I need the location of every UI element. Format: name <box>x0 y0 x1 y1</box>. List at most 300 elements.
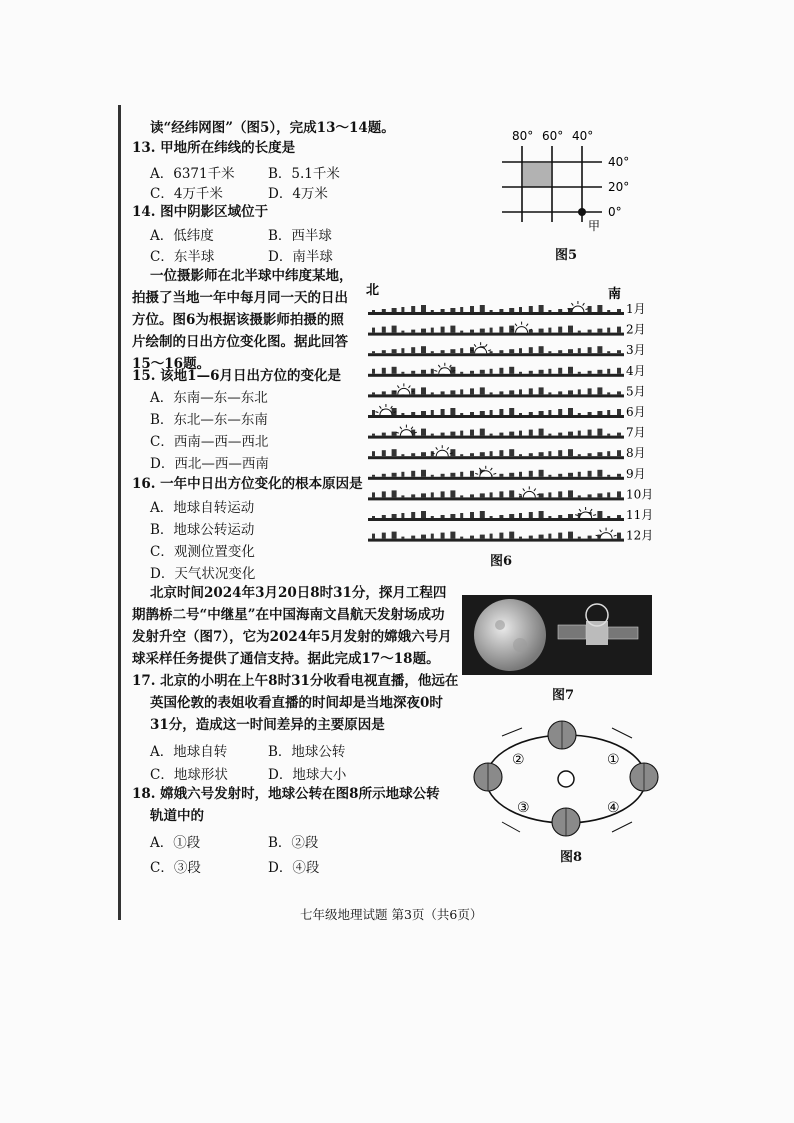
fig6-skyline-mark <box>372 451 375 456</box>
fig6-month-label-10: 10月 <box>626 487 654 502</box>
fig6-skyline-mark <box>499 491 503 497</box>
q17-option-d[interactable]: D．地球大小 <box>268 767 347 783</box>
fig6-skyline-mark <box>539 329 544 333</box>
fig6-skyline-mark <box>441 309 445 312</box>
q17-option-c[interactable]: C．地球形状 <box>150 767 228 783</box>
fig6-skyline-mark <box>392 432 397 436</box>
fig6-skyline-mark <box>568 326 573 333</box>
figure-6-sunrise-azimuth <box>362 280 662 550</box>
fig6-skyline-mark <box>588 412 592 415</box>
fig6-sun-ray <box>438 365 440 367</box>
fig6-month-label-4: 4月 <box>626 363 646 378</box>
fig6-skyline-mark <box>617 327 621 333</box>
figure-7-relay-satellite <box>462 595 652 675</box>
fig6-skyline-mark <box>470 512 474 518</box>
fig6-skyline-mark <box>578 389 581 394</box>
fig6-skyline-mark <box>431 369 434 374</box>
fig6-skyline-mark <box>372 534 375 539</box>
fig6-skyline-mark <box>401 307 404 312</box>
fig6-skyline-mark <box>450 449 455 456</box>
fig6-skyline-mark <box>539 346 544 353</box>
fig6-horizon-8 <box>368 456 624 459</box>
fig6-skyline-mark <box>372 369 375 374</box>
moon-image <box>474 599 546 671</box>
fig6-sun-4 <box>439 368 451 374</box>
fig6-skyline-mark <box>460 513 463 518</box>
fig6-skyline-mark <box>539 411 544 415</box>
q13-option-c[interactable]: C．4万千米 <box>150 186 223 202</box>
fig6-skyline-mark <box>382 350 386 353</box>
fig6-skyline-mark <box>597 470 602 477</box>
fig6-skyline-mark <box>441 533 445 539</box>
fig6-skyline-mark <box>539 535 544 539</box>
fig6-skyline-mark <box>568 532 573 539</box>
fig6-skyline-mark <box>490 369 493 374</box>
fig6-skyline-mark <box>441 327 445 333</box>
q14-stem: 14. 图中阴影区域位于 <box>132 204 269 220</box>
fig6-skyline-mark <box>558 533 562 539</box>
fig6-skyline-mark <box>421 511 426 518</box>
fig6-skyline-mark <box>558 450 562 456</box>
q14-option-d[interactable]: D．南半球 <box>268 249 333 265</box>
fig6-skyline-mark <box>617 350 621 353</box>
fig6-skyline-mark <box>568 390 573 394</box>
q18-stem-line1: 18. 嫦娥六号发射时，地球公转在图8所示地球公转 <box>132 786 440 802</box>
q14-option-a[interactable]: A．低纬度 <box>150 228 214 244</box>
fig6-skyline-mark <box>401 513 404 518</box>
q13-option-a[interactable]: A．6371千米 <box>150 166 235 182</box>
fig6-skyline-mark <box>450 326 455 333</box>
fig6-skyline-mark <box>401 537 404 539</box>
fig6-skyline-mark <box>597 411 602 415</box>
fig6-skyline-mark <box>558 433 562 436</box>
fig6-skyline-mark <box>617 491 621 497</box>
fig6-skyline-mark <box>421 493 426 497</box>
q18-option-c[interactable]: C．③段 <box>150 860 201 876</box>
intro-fig6-line1: 一位摄影师在北半球中纬度某地， <box>150 268 353 284</box>
fig6-skyline-mark <box>558 327 562 333</box>
fig6-skyline-mark <box>548 328 551 333</box>
fig6-skyline-mark <box>539 305 544 312</box>
intro-fig7-line4: 球采样任务提供了通信支持。据此完成17～18题。 <box>132 651 440 667</box>
fig6-skyline-mark <box>588 330 592 333</box>
fig6-skyline-mark <box>509 390 514 394</box>
fig6-skyline-mark <box>607 351 610 353</box>
fig6-skyline-mark <box>411 494 415 497</box>
fig6-month-label-11: 11月 <box>626 508 654 522</box>
fig6-skyline-mark <box>578 431 581 436</box>
fig6-skyline-mark <box>588 388 592 394</box>
fig6-skyline-mark <box>460 331 463 333</box>
q17-stem-line2: 英国伦敦的表姐收看直播的时间却是当地深夜0时 <box>150 695 443 711</box>
q17-option-a[interactable]: A．地球自转 <box>150 744 228 760</box>
intro-fig6-line2: 拍摄了当地一年中每月同一天的日出 <box>132 290 348 306</box>
fig6-skyline-mark <box>578 454 581 456</box>
fig6-skyline-mark <box>392 514 397 518</box>
fig6-skyline-mark <box>411 453 415 456</box>
q16-option-b[interactable]: B．地球公转运动 <box>150 522 255 538</box>
fig6-sun-2 <box>516 327 528 333</box>
fig6-skyline-mark <box>460 537 463 539</box>
fig6-skyline-mark <box>519 307 522 312</box>
fig6-skyline-mark <box>382 327 386 333</box>
fig6-skyline-mark <box>617 533 621 539</box>
fig6-skyline-mark <box>450 349 455 353</box>
fig6-skyline-mark <box>460 454 463 456</box>
fig6-skyline-mark <box>548 310 551 312</box>
fig6-skyline-mark <box>539 511 544 518</box>
fig6-skyline-mark <box>431 410 434 415</box>
fig6-skyline-mark <box>529 430 533 436</box>
fig6-skyline-mark <box>372 351 375 353</box>
fig6-skyline-mark <box>480 429 485 436</box>
fig6-skyline-mark <box>499 433 503 436</box>
q16-option-a[interactable]: A．地球自转运动 <box>150 500 255 516</box>
fig6-skyline-mark <box>509 349 514 353</box>
fig6-skyline-mark <box>372 392 375 394</box>
fig6-skyline-mark <box>529 471 533 477</box>
fig6-skyline-mark <box>490 516 493 518</box>
fig6-skyline-mark <box>548 534 551 539</box>
fig6-skyline-mark <box>519 372 522 374</box>
fig6-skyline-mark <box>480 411 485 415</box>
fig6-skyline-mark <box>401 331 404 333</box>
fig6-skyline-mark <box>499 515 503 518</box>
fig6-skyline-mark <box>392 308 397 312</box>
q16-option-d[interactable]: D．天气状况变化 <box>150 566 256 582</box>
fig6-sun-ray <box>475 473 478 474</box>
fig6-skyline-mark <box>411 412 415 415</box>
fig6-skyline-mark <box>519 389 522 394</box>
fig6-skyline-mark <box>460 307 463 312</box>
fig6-skyline-mark <box>480 452 485 456</box>
fig6-skyline-mark <box>607 410 610 415</box>
fig6-skyline-mark <box>539 452 544 456</box>
fig6-horizon-5 <box>368 394 624 397</box>
fig6-skyline-mark <box>431 392 434 394</box>
fig6-skyline-mark <box>382 391 386 394</box>
fig6-skyline-mark <box>480 535 485 539</box>
fig6-skyline-mark <box>499 474 503 477</box>
fig6-skyline-mark <box>372 475 375 477</box>
fig6-skyline-mark <box>597 387 602 394</box>
fig6-skyline-mark <box>441 433 445 436</box>
fig6-skyline-mark <box>607 328 610 333</box>
fig6-skyline-mark <box>382 368 386 374</box>
fig6-skyline-mark <box>431 351 434 353</box>
fig6-skyline-mark <box>509 514 514 518</box>
fig6-skyline-mark <box>372 410 375 415</box>
fig6-skyline-mark <box>578 413 581 415</box>
fig6-sun-ray <box>485 344 487 346</box>
q14-option-c[interactable]: C．东半球 <box>150 249 215 265</box>
fig6-skyline-mark <box>519 454 522 456</box>
fig5-shaded-area <box>523 163 551 187</box>
fig6-skyline-mark <box>558 350 562 353</box>
fig6-skyline-mark <box>382 450 386 456</box>
q15-option-c[interactable]: C．西南—西—西北 <box>150 434 269 450</box>
fig6-skyline-mark <box>529 412 533 415</box>
fig6-skyline-mark <box>588 453 592 456</box>
fig6-skyline-mark <box>421 387 426 394</box>
q18-option-a[interactable]: A．①段 <box>150 835 201 851</box>
fig6-sun-5 <box>398 388 410 394</box>
fig6-skyline-mark <box>470 330 474 333</box>
fig6-skyline-mark <box>431 475 434 477</box>
fig6-skyline-mark <box>450 408 455 415</box>
fig6-sun-ray <box>600 530 602 532</box>
fig6-skyline-mark <box>372 434 375 436</box>
fig6-skyline-mark <box>539 370 544 374</box>
fig6-skyline-mark <box>490 310 493 312</box>
fig6-skyline-mark <box>441 491 445 497</box>
fig6-skyline-mark <box>558 391 562 394</box>
fig6-skyline-mark <box>617 474 621 477</box>
fig6-skyline-mark <box>617 515 621 518</box>
fig6-skyline-mark <box>509 432 514 436</box>
fig6-skyline-mark <box>411 306 415 312</box>
fig6-horizon-10 <box>368 497 624 500</box>
fig6-sun-ray <box>526 324 528 326</box>
fig6-skyline-mark <box>431 492 434 497</box>
fig6-sun-1 <box>572 306 584 312</box>
fig6-skyline-mark <box>548 392 551 394</box>
orbit-segment-3: ③ <box>517 800 530 816</box>
fig6-sun-ray <box>490 468 492 470</box>
fig6-skyline-mark <box>411 512 415 518</box>
fig6-skyline-mark <box>401 413 404 415</box>
fig6-skyline-mark <box>460 495 463 497</box>
fig6-skyline-mark <box>548 516 551 518</box>
q13-option-d[interactable]: D．4万米 <box>268 186 328 202</box>
fig6-sun-ray <box>479 468 481 470</box>
fig6-skyline-mark <box>607 434 610 436</box>
fig6-skyline-mark <box>519 495 522 497</box>
fig6-skyline-mark <box>382 433 386 436</box>
fig6-skyline-mark <box>597 452 602 456</box>
fig6-month-label-12: 12月 <box>626 528 654 543</box>
fig6-skyline-mark <box>509 308 514 312</box>
fig6-skyline-mark <box>490 392 493 394</box>
fig6-skyline-mark <box>421 411 426 415</box>
fig6-skyline-mark <box>607 516 610 518</box>
q14-option-b[interactable]: B．西半球 <box>268 228 332 244</box>
q18-option-d[interactable]: D．④段 <box>268 860 320 876</box>
fig6-skyline-mark <box>578 372 581 374</box>
fig6-skyline-mark <box>578 537 581 539</box>
fig6-month-label-1: 1月 <box>626 302 646 316</box>
fig6-skyline-mark <box>460 472 463 477</box>
fig6-skyline-mark <box>548 475 551 477</box>
figure-7-caption: 图7 <box>552 688 575 703</box>
fig6-skyline-mark <box>617 309 621 312</box>
fig5-point-label: 甲 <box>588 219 601 233</box>
fig6-skyline-mark <box>490 410 493 415</box>
intro-fig7-line3: 发射升空（图7），它为2024年5月发射的嫦娥六号月 <box>132 629 452 645</box>
fig6-horizon-9 <box>368 477 624 480</box>
fig6-skyline-mark <box>548 434 551 436</box>
fig6-sun-10 <box>523 491 535 497</box>
fig6-skyline-mark <box>431 328 434 333</box>
fig6-skyline-mark <box>519 472 522 477</box>
figure-6-caption: 图6 <box>490 554 513 569</box>
intro-fig7-line2: 期鹊桥二号“中继星”在中国海南文昌航天发射场成功 <box>132 607 445 623</box>
fig6-skyline-mark <box>529 347 533 353</box>
q15-option-d[interactable]: D．西北—西—西南 <box>150 456 269 472</box>
fig6-skyline-mark <box>421 535 426 539</box>
fig6-skyline-mark <box>529 512 533 518</box>
fig6-skyline-mark <box>568 367 573 374</box>
fig6-skyline-mark <box>490 451 493 456</box>
fig6-skyline-mark <box>548 492 551 497</box>
page-footer: 七年级地理试题 第3页（共6页） <box>300 907 483 922</box>
fig6-skyline-mark <box>470 453 474 456</box>
fig6-skyline-mark <box>392 490 397 497</box>
fig6-sun-ray <box>575 515 578 516</box>
fig6-skyline-mark <box>607 492 610 497</box>
fig6-skyline-mark <box>411 347 415 353</box>
fig6-sun-ray <box>434 370 437 371</box>
fig6-skyline-mark <box>401 472 404 477</box>
fig6-sun-ray <box>571 303 573 305</box>
fig6-skyline-mark <box>431 516 434 518</box>
fig6-skyline-mark <box>578 348 581 353</box>
fig6-skyline-mark <box>499 409 503 415</box>
q16-stem: 16. 一年中日出方位变化的根本原因是 <box>132 476 363 492</box>
fig6-skyline-mark <box>617 391 621 394</box>
q18-option-b[interactable]: B．②段 <box>268 835 319 851</box>
fig6-skyline-mark <box>392 532 397 539</box>
fig6-month-label-2: 2月 <box>626 322 646 337</box>
fig6-skyline-mark <box>392 449 397 456</box>
fig6-north-label: 北 <box>366 283 380 298</box>
fig6-skyline-mark <box>578 495 581 497</box>
fig6-skyline-mark <box>372 328 375 333</box>
fig6-skyline-mark <box>372 516 375 518</box>
fig6-skyline-mark <box>460 348 463 353</box>
fig6-skyline-mark <box>441 350 445 353</box>
fig6-skyline-mark <box>499 327 503 333</box>
fig6-skyline-mark <box>431 434 434 436</box>
fig6-skyline-mark <box>597 370 602 374</box>
fig6-skyline-mark <box>607 369 610 374</box>
fig6-sun-7 <box>400 430 412 436</box>
orbit-segment-4: ④ <box>607 800 620 816</box>
fig6-skyline-mark <box>490 434 493 436</box>
q15-option-b[interactable]: B．东北—东—东南 <box>150 412 268 428</box>
q15-option-a[interactable]: A．东南—东—东北 <box>150 390 268 406</box>
fig6-month-label-6: 6月 <box>626 405 646 419</box>
fig6-south-label: 南 <box>608 287 622 302</box>
fig6-horizon-11 <box>368 518 624 521</box>
fig6-skyline-mark <box>509 449 514 456</box>
fig6-sun-8 <box>436 450 448 456</box>
fig6-month-label-9: 9月 <box>626 466 646 481</box>
fig6-skyline-mark <box>421 470 426 477</box>
fig6-month-label-7: 7月 <box>626 425 646 440</box>
fig6-sun-ray <box>590 509 592 511</box>
fig6-skyline-mark <box>450 432 455 436</box>
fig6-skyline-mark <box>588 347 592 353</box>
fig6-skyline-mark <box>597 346 602 353</box>
fig6-skyline-mark <box>372 310 375 312</box>
fig6-skyline-mark <box>490 534 493 539</box>
fig6-skyline-mark <box>519 348 522 353</box>
fig6-skyline-mark <box>470 306 474 312</box>
fig6-sun-ray <box>409 386 411 388</box>
fig6-sun-ray <box>447 447 449 449</box>
fig6-skyline-mark <box>450 390 455 394</box>
figure-8-earth-orbit <box>462 712 672 847</box>
fig6-skyline-mark <box>617 450 621 456</box>
fig6-skyline-mark <box>568 408 573 415</box>
fig6-skyline-mark <box>529 536 533 539</box>
q13-option-b[interactable]: B．5.1千米 <box>268 166 340 182</box>
fig6-skyline-mark <box>539 387 544 394</box>
q17-option-b[interactable]: B．地球公转 <box>268 744 346 760</box>
fig6-skyline-mark <box>441 515 445 518</box>
fig6-skyline-mark <box>548 369 551 374</box>
fig6-skyline-mark <box>558 309 562 312</box>
q18-stem-line2: 轨道中的 <box>150 808 204 824</box>
fig6-skyline-mark <box>382 515 386 518</box>
q13-stem: 13. 甲地所在纬线的长度是 <box>132 140 296 156</box>
q16-option-c[interactable]: C．观测位置变化 <box>150 544 255 560</box>
fig6-skyline-mark <box>382 474 386 477</box>
fig6-skyline-mark <box>441 474 445 477</box>
fig6-skyline-mark <box>558 409 562 415</box>
fig6-skyline-mark <box>392 367 397 374</box>
fig6-skyline-mark <box>431 310 434 312</box>
fig6-skyline-mark <box>617 433 621 436</box>
fig5-lat-40: 40° <box>608 155 630 169</box>
fig6-skyline-mark <box>421 305 426 312</box>
fig6-skyline-mark <box>382 491 386 497</box>
fig6-skyline-mark <box>539 429 544 436</box>
intro-fig7-line1: 北京时间2024年3月20日8时31分，探月工程四 <box>150 585 447 601</box>
intro-fig6-line3: 方位。图6为根据该摄影师拍摄的照 <box>132 312 344 328</box>
fig6-skyline-mark <box>558 368 562 374</box>
fig6-skyline-mark <box>519 537 522 539</box>
fig6-sun-ray <box>379 406 381 408</box>
fig6-skyline-mark <box>499 309 503 312</box>
fig6-skyline-mark <box>519 431 522 436</box>
fig6-skyline-mark <box>568 432 573 436</box>
fig6-horizon-1 <box>368 312 624 315</box>
fig5-point-jia <box>578 208 586 216</box>
q15-stem: 15. 该地1—6月日出方位的变化是 <box>132 368 341 384</box>
fig6-horizon-3 <box>368 353 624 356</box>
fig6-skyline-mark <box>392 349 397 353</box>
fig6-skyline-mark <box>568 473 573 477</box>
fig6-sun-ray <box>593 515 596 516</box>
fig6-skyline-mark <box>499 368 503 374</box>
fig6-sun-ray <box>579 509 581 511</box>
figure-8-caption: 图8 <box>560 850 583 865</box>
fig6-skyline-mark <box>411 330 415 333</box>
fig6-skyline-mark <box>411 371 415 374</box>
fig6-skyline-mark <box>450 473 455 477</box>
fig6-sun-ray <box>583 303 585 305</box>
fig6-skyline-mark <box>499 450 503 456</box>
fig6-month-label-3: 3月 <box>626 343 646 358</box>
fig6-skyline-mark <box>480 387 485 394</box>
fig6-skyline-mark <box>539 470 544 477</box>
fig6-skyline-mark <box>548 451 551 456</box>
fig6-skyline-mark <box>568 449 573 456</box>
fig6-skyline-mark <box>470 371 474 374</box>
fig5-lat-20: 20° <box>608 180 630 194</box>
